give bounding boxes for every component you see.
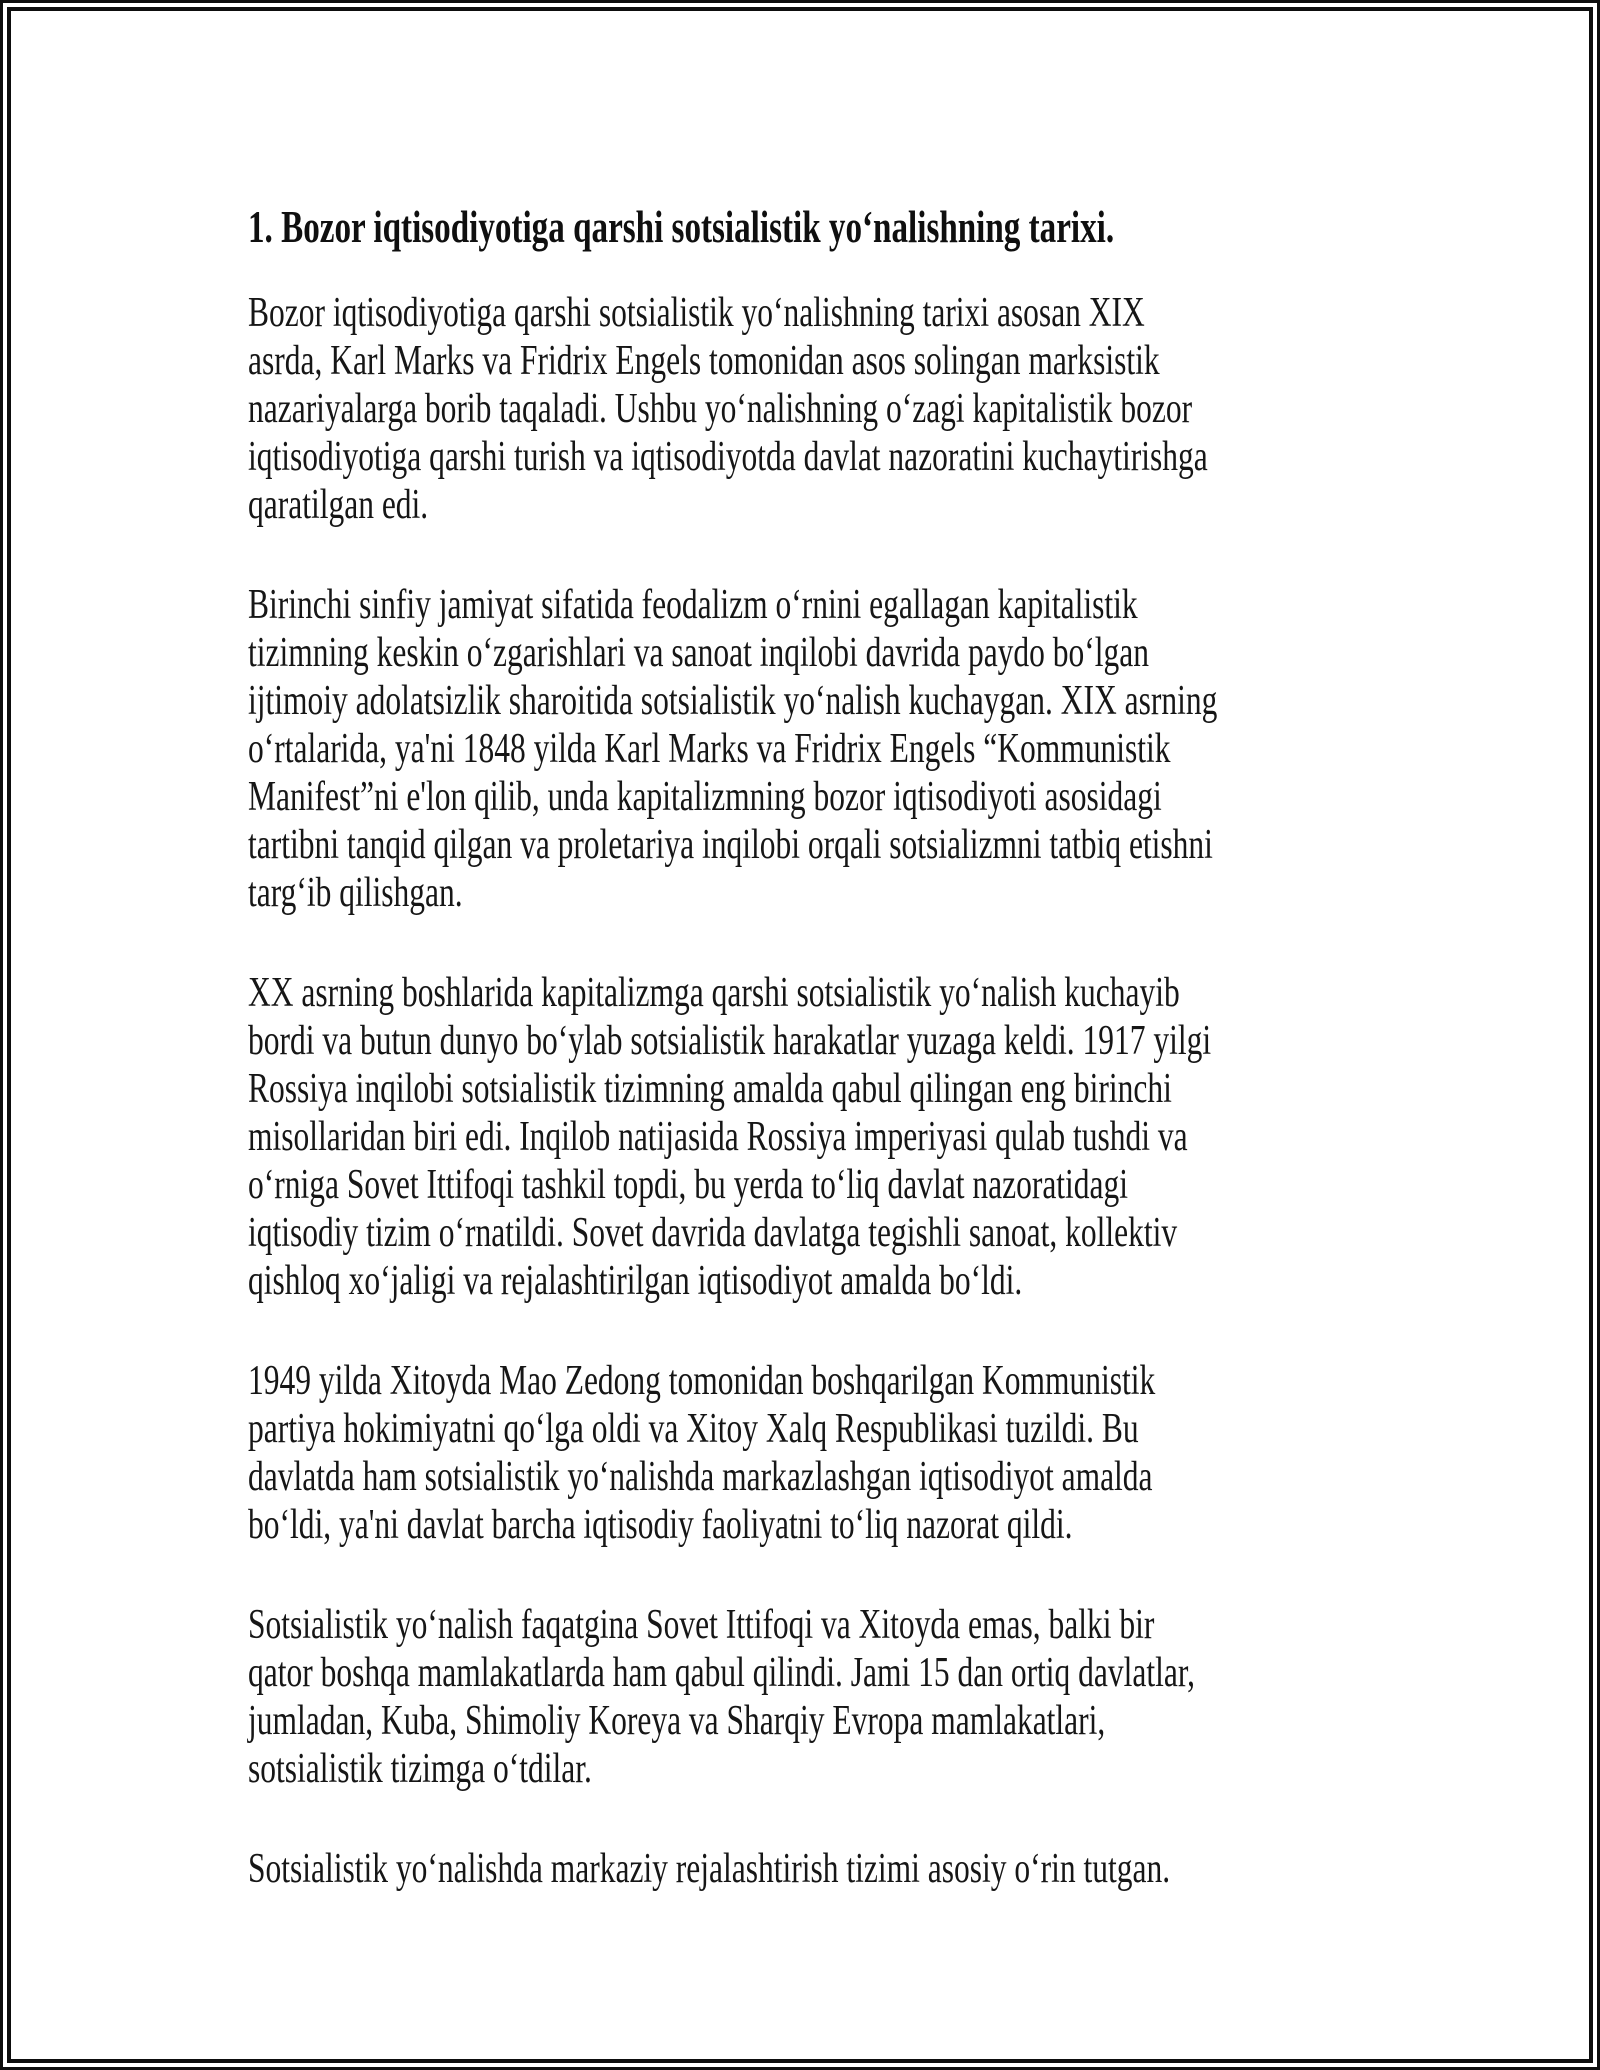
text-line: asrda, Karl Marks va Fridrix Engels tomonidan asos solingan marksistik <box>248 338 1160 384</box>
text-line: iqtisodiyotiga qarshi turish va iqtisodiyotda davlat nazoratini kuchaytirishga <box>248 434 1208 480</box>
page-inner-border <box>7 7 1593 2063</box>
text-line: XX asrning boshlarida kapitalizmga qarshi sotsialistik yo‘nalish kuchayib <box>248 970 1180 1016</box>
text-line: o‘rtalarida, ya'ni 1848 yilda Karl Marks va Fridrix Engels “Kommunistik <box>248 726 1171 772</box>
text-line: bo‘ldi, ya'ni davlat barcha iqtisodiy faoliyatni to‘liq nazorat qildi. <box>248 1502 1073 1548</box>
text-line: bordi va butun dunyo bo‘ylab sotsialistik harakatlar yuzaga keldi. 1917 yilgi <box>248 1018 1212 1064</box>
text-line: Manifest”ni e'lon qilib, unda kapitalizmning bozor iqtisodiyoti asosidagi <box>248 774 1162 820</box>
paragraph-history-intro <box>248 289 1549 529</box>
text-line: qaratilgan edi. <box>248 482 429 528</box>
text-line: 1949 yilda Xitoyda Mao Zedong tomonidan boshqarilgan Kommunistik <box>248 1358 1156 1404</box>
text-line: Bozor iqtisodiyotiga qarshi sotsialistik yo‘nalishning tarixi asosan XIX <box>248 290 1145 336</box>
text-line: sotsialistik tizimga o‘tdilar. <box>248 1746 592 1792</box>
section-title: 1. Bozor iqtisodiyotiga qarshi sotsialistik yo‘nalishning tarixi. <box>248 201 1115 252</box>
text-line: ijtimoiy adolatsizlik sharoitida sotsialistik yo‘nalish kuchaygan. XIX asrning <box>248 678 1218 724</box>
paragraph-xx-century-russia <box>248 969 1549 1305</box>
paragraph-china-1949 <box>248 1357 1549 1549</box>
paragraph-other-countries <box>248 1601 1549 1793</box>
text-line: Rossiya inqilobi sotsialistik tizimning amalda qabul qilingan eng birinchi <box>248 1066 1172 1112</box>
paragraph-central-planning <box>248 1845 1549 1893</box>
text-line: iqtisodiy tizim o‘rnatildi. Sovet davrida davlatga tegishli sanoat, kollektiv <box>248 1210 1178 1256</box>
text-line: misollaridan biri edi. Inqilob natijasida Rossiya imperiyasi qulab tushdi va <box>248 1114 1188 1160</box>
text-line: qishloq xo‘jaligi va rejalashtirilgan iqtisodiyot amalda bo‘ldi. <box>248 1258 1023 1304</box>
document-content <box>248 201 1549 1893</box>
text-line: nazariyalarga borib taqaladi. Ushbu yo‘nalishning o‘zagi kapitalistik bozor <box>248 386 1193 432</box>
text-line: tizimning keskin o‘zgarishlari va sanoat inqilobi davrida paydo bo‘lgan <box>248 630 1150 676</box>
text-line: davlatda ham sotsialistik yo‘nalishda markazlashgan iqtisodiyot amalda <box>248 1454 1153 1500</box>
text-line: tartibni tanqid qilgan va proletariya inqilobi orqali sotsializmni tatbiq etishni <box>248 822 1213 868</box>
text-line: targ‘ib qilishgan. <box>248 870 463 916</box>
text-line: Sotsialistik yo‘nalishda markaziy rejalashtirish tizimi asosiy o‘rin tutgan. <box>248 1846 1171 1892</box>
text-line: Sotsialistik yo‘nalish faqatgina Sovet Ittifoqi va Xitoyda emas, balki bir <box>248 1602 1155 1648</box>
text-line: partiya hokimiyatni qo‘lga oldi va Xitoy Xalq Respublikasi tuzildi. Bu <box>248 1406 1139 1452</box>
text-line: jumladan, Kuba, Shimoliy Koreya va Sharqiy Evropa mamlakatlari, <box>248 1698 1106 1744</box>
text-line: o‘rniga Sovet Ittifoqi tashkil topdi, bu yerda to‘liq davlat nazoratidagi <box>248 1162 1129 1208</box>
text-line: Birinchi sinfiy jamiyat sifatida feodalizm o‘rnini egallagan kapitalistik <box>248 582 1138 628</box>
text-line: qator boshqa mamlakatlarda ham qabul qilindi. Jami 15 dan ortiq davlatlar, <box>248 1650 1195 1696</box>
paragraph-feudalism-manifesto <box>248 581 1549 917</box>
